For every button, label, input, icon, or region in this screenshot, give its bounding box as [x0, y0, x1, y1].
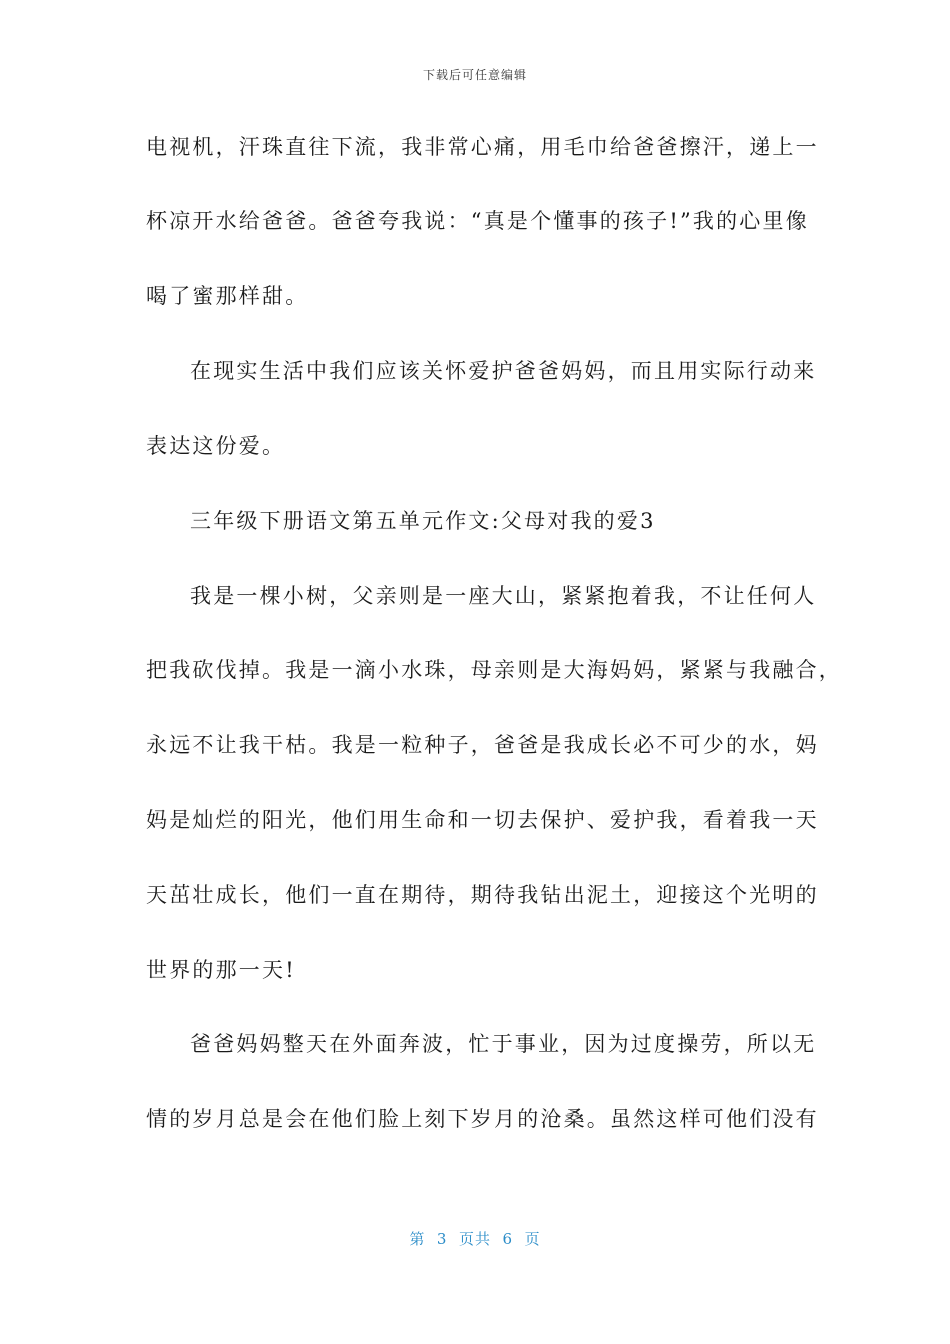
- text-line: 杯凉开水给爸爸。爸爸夸我说：“真是个懂事的孩子!”我的心里像: [146, 209, 809, 233]
- text-line: 我是一棵小树，父亲则是一座大山，紧紧抱着我，不让任何人: [190, 584, 817, 608]
- text-line: 永远不让我干枯。我是一粒种子，爸爸是我成长必不可少的水，妈: [146, 733, 819, 757]
- text-line: 爸爸妈妈整天在外面奔波，忙于事业，因为过度操劳，所以无: [190, 1032, 817, 1056]
- text-line: 情的岁月总是会在他们脸上刻下岁月的沧桑。虽然这样可他们没有: [146, 1107, 819, 1131]
- text-line: 妈是灿烂的阳光，他们用生命和一切去保护、爱护我，看着我一天: [146, 808, 819, 832]
- text-line: 把我砍伐掉。我是一滴小水珠，母亲则是大海妈妈，紧紧与我融合，: [146, 658, 842, 682]
- text-line: 在现实生活中我们应该关怀爱护爸爸妈妈，而且用实际行动来: [190, 359, 817, 383]
- text-line: 天茁壮成长，他们一直在期待，期待我钻出泥土，迎接这个光明的: [146, 883, 819, 907]
- text-line: 喝了蜜那样甜。: [146, 284, 309, 308]
- text-line: 电视机，汗珠直往下流，我非常心痛，用毛巾给爸爸擦汗，递上一: [146, 135, 819, 159]
- text-line: 表达这份爱。: [146, 434, 286, 458]
- section-heading: 三年级下册语文第五单元作文:父母对我的爱3: [190, 509, 656, 533]
- page-header: 下载后可任意编辑: [422, 68, 527, 82]
- page-footer: 第 3 页共 6 页: [409, 1230, 541, 1248]
- text-line: 世界的那一天!: [146, 958, 296, 982]
